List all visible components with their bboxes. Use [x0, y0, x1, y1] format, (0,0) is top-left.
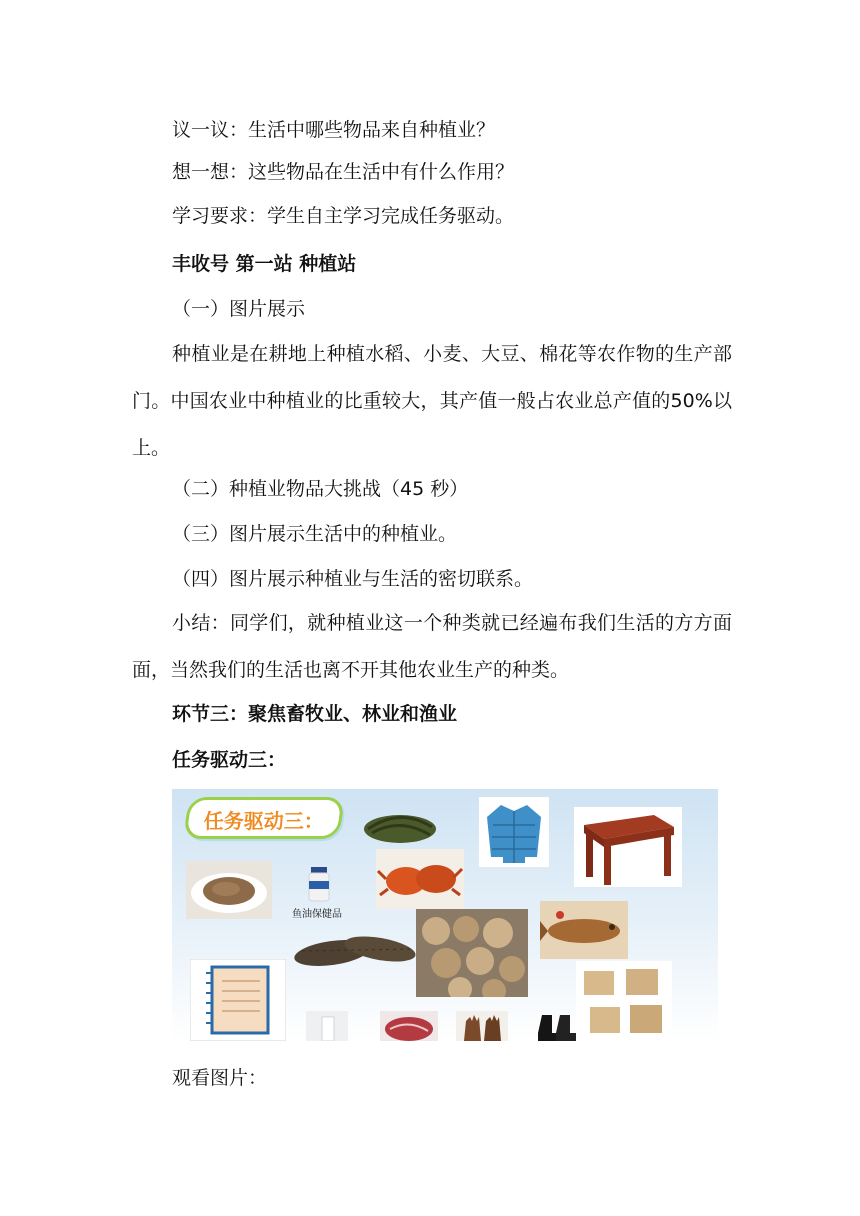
task-banner [183, 797, 345, 839]
heading-station-one: 丰收号 第一站 种植站 [172, 253, 357, 275]
fish-oil-label: 鱼油保健品 [292, 909, 342, 920]
notebook-image [190, 959, 286, 1041]
sea-cucumber-image [292, 923, 422, 975]
crab-image [376, 849, 464, 909]
line-think: 想一想：这些物品在生活中有什么作用？ [172, 161, 515, 183]
leather-boots-image [532, 1011, 582, 1041]
fish-oil-bottle-image [306, 865, 332, 903]
paragraph-planting-definition: 种植业是在耕地上种植水稻、小麦、大豆、棉花等农作物的生产部门。中国农业中种植业的比重较大，其产值一般占农业总产值的50%以上。 [132, 343, 732, 459]
line-watch-pictures: 观看图片： [172, 1067, 268, 1089]
wooden-table-image [574, 807, 682, 887]
beef-image [380, 1011, 438, 1041]
task-three-image [172, 789, 718, 1041]
goose-dish-image [186, 861, 272, 919]
line-discuss: 议一议：生活中哪些物品来自种植业？ [172, 119, 496, 141]
milk-image [306, 1011, 348, 1041]
line-section-three: （三）图片展示生活中的种植业。 [172, 523, 458, 545]
task-banner-text: 任务驱动三： [203, 809, 324, 833]
down-jacket-image [479, 797, 549, 867]
line-requirement: 学习要求：学生自主学习完成任务驱动。 [172, 205, 515, 227]
paragraph-summary: 小结：同学们，就种植业这一个种类就已经遍布我们生活的方方面面，当然我们的生活也离不开其他农业生产的种类。 [132, 612, 732, 681]
heading-part-three: 环节三：聚焦畜牧业、林业和渔业 [172, 703, 458, 725]
line-section-one: （一）图片展示 [172, 298, 306, 320]
kelp-image [360, 807, 440, 847]
line-section-two: （二）种植业物品大挑战（45 秒） [172, 478, 469, 500]
line-section-four: （四）图片展示种植业与生活的密切联系。 [172, 568, 534, 590]
firewood-image [416, 909, 528, 997]
heading-task-three: 任务驱动三： [172, 749, 287, 771]
grilled-fish-image [540, 901, 628, 959]
paper-boxes-image [576, 961, 672, 1041]
leather-gloves-image [456, 1011, 508, 1041]
